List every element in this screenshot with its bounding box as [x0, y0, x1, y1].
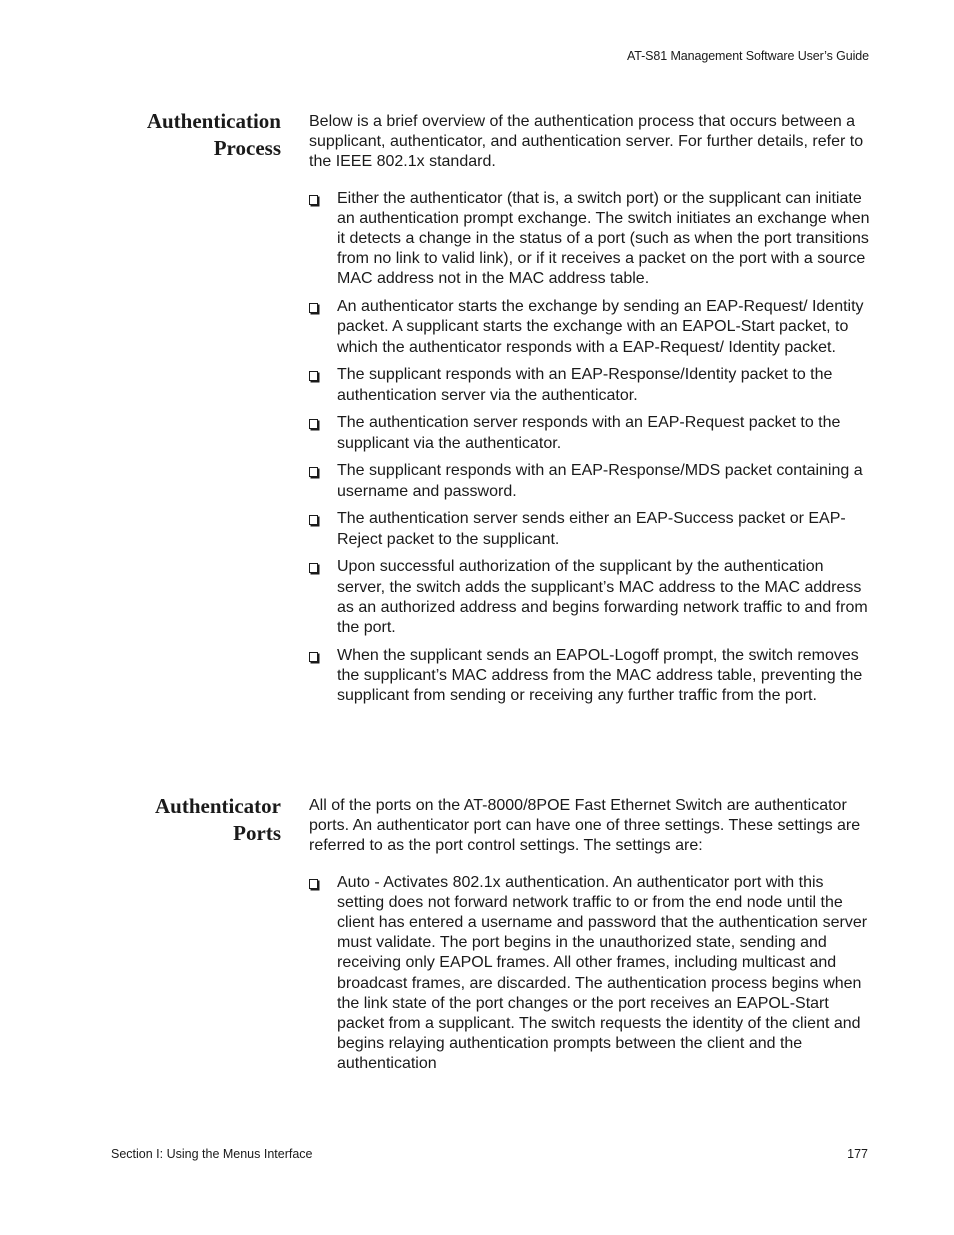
running-header: AT-S81 Management Software User’s Guide	[626, 49, 869, 63]
intro-paragraph: All of the ports on the AT-8000/8POE Fast Ethernet Switch are authenticator ports. An authenticator port can have one of three settings. These settings are referred to as the port control settings. The settings are:	[309, 797, 861, 855]
list-item	[309, 461, 874, 501]
list-item-text: The authentication server sends either an EAP-Success packet or EAP-Reject packet to the supplicant.	[337, 510, 846, 548]
section-title-line: Authentication	[146, 109, 281, 133]
section-title-line: Ports	[233, 820, 281, 845]
checkbox-bullet-icon	[309, 371, 318, 381]
checkbox-bullet-icon	[309, 515, 318, 525]
list-item	[309, 873, 874, 1075]
section-title	[90, 108, 281, 161]
checkbox-bullet-icon	[309, 303, 318, 313]
list-item	[309, 297, 874, 358]
bullet-list	[309, 189, 874, 707]
list-item	[309, 646, 874, 707]
section-title-line: Process	[213, 135, 281, 160]
list-item-text: Auto - Activates 802.1x authentication. An authenticator port with this setting does not forward network traffic to or from the end node until the client has entered a username and password that the authentication server must validate. The port begins in the unauthorized state, sending and receiving only EAPOL frames. All other frames, including multicast and broadcast frames, are discarded. The authentication process begins when the link state of the port changes or the port receives an EAPOL-Start packet from a supplicant. The switch requests the identity of the client and begins relaying authentication prompts between the client and the authentication	[337, 873, 868, 1073]
list-item	[309, 189, 874, 290]
section-title-line: Authenticator	[155, 794, 281, 818]
bullet-list	[309, 873, 874, 1075]
checkbox-bullet-icon	[309, 652, 318, 662]
list-item-text: When the supplicant sends an EAPOL-Logoff prompt, the switch removes the supplicant’s MAC address from the MAC address table, preventing the supplicant from sending or receiving any further traffic from the port.	[337, 646, 863, 705]
section-title	[90, 793, 281, 846]
list-item-text: Either the authenticator (that is, a switch port) or the supplicant can initiate an authentication prompt exchange. The switch initiates an exchange when it detects a change in the status of a port (such as when the port transitions from no link to valid link), or if it receives a packet on the port with a source MAC address not in the MAC address table.	[337, 189, 870, 288]
checkbox-bullet-icon	[309, 195, 318, 205]
footer-section-label: Section I: Using the Menus Interface	[111, 1147, 313, 1161]
checkbox-bullet-icon	[309, 467, 318, 477]
list-item-text: Upon successful authorization of the supplicant by the authentication server, the switch adds the supplicant’s MAC address to the MAC address as an authorized address and begins forwarding network traffic to and from the port.	[337, 558, 868, 637]
section-body	[309, 112, 874, 714]
checkbox-bullet-icon	[309, 419, 318, 429]
list-item-text: The supplicant responds with an EAP-Response/Identity packet to the authentication server via the authenticator.	[337, 366, 833, 404]
list-item	[309, 509, 874, 549]
list-item	[309, 365, 874, 405]
page-number: 177	[847, 1147, 868, 1161]
section-body	[309, 796, 874, 1082]
list-item-text: The supplicant responds with an EAP-Response/MDS packet containing a username and password.	[337, 462, 863, 500]
list-item-text: An authenticator starts the exchange by sending an EAP-Request/ Identity packet. A supplicant starts the exchange with an EAPOL-Start packet, to which the authenticator responds with a EAP-Request/ Identity packet.	[337, 298, 864, 356]
checkbox-bullet-icon	[309, 879, 318, 889]
list-item	[309, 557, 874, 638]
checkbox-bullet-icon	[309, 563, 318, 573]
intro-paragraph: Below is a brief overview of the authentication process that occurs between a supplicant, authenticator, and authentication server. For further details, refer to the IEEE 802.1x standard.	[309, 113, 864, 171]
list-item	[309, 413, 874, 453]
list-item-text: The authentication server responds with an EAP-Request packet to the supplicant via the authenticator.	[337, 414, 841, 452]
